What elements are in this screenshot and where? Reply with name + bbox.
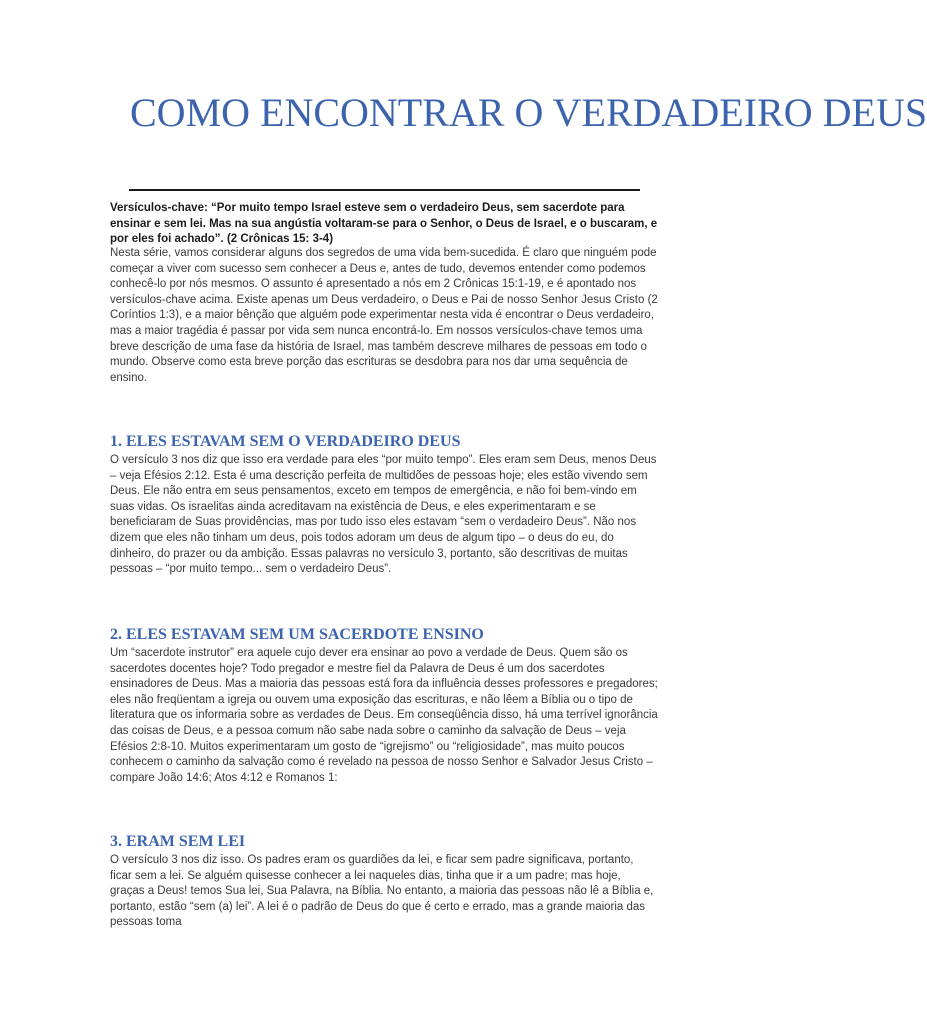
title-divider — [129, 189, 640, 191]
section-paragraph: Um “sacerdote instrutor” era aquele cujo dever era ensinar ao povo a verdade de Deus. Quem são os sacerdotes docentes hoje? Todo pregador e mestre fiel da Palavra de Deus é um dos sacerdotes ensinadores de Deus. Mas a maioria das pessoas está fora da influência desses professores e pregadores; eles não freqüentam a igreja ou ouvem uma exposição das escrituras, e não lêem a Bíblia ou o tipo de literatura que os informaria sobre as verdades de Deus. Em conseqüência disso, há uma terrível ignorância das coisas de Deus, e a pessoa comum não sabe nada sobre o caminho da salvação de Deus – veja Efésios 2:8-10. Muitos experimentaram um gosto de “igrejismo” ou “religiosidade”, mas muito poucos conhecem o caminho da salvação como é revelado na pessoa de nosso Senhor e Salvador Jesus Cristo – compare João 14:6; Atos 4:12 e Romanos 1: — [110, 647, 658, 784]
section-heading: 1. ELES ESTAVAM SEM O VERDADEIRO DEUS — [110, 433, 461, 450]
section-paragraph: O versículo 3 nos diz isso. Os padres eram os guardiões da lei, e ficar sem padre significava, portanto, ficar sem a lei. Se alguém quisesse conhecer a lei naqueles dias, tinha que ir a um padre; mas hoje, graças a Deus! temos Sua lei, Sua Palavra, na Bíblia. No entanto, a maioria das pessoas não lê a Bíblia e, portanto, estão “sem (a) lei”. A lei é o padrão de Deus do que é certo e errado, mas a grande maioria das pessoas toma — [110, 854, 654, 929]
section-heading: 2. ELES ESTAVAM SEM UM SACERDOTE ENSINO — [110, 626, 484, 643]
page-title: COMO ENCONTRAR O VERDADEIRO DEUS — [130, 90, 927, 135]
section-heading: 3. ERAM SEM LEI — [110, 833, 246, 850]
intro-paragraph: Nesta série, vamos considerar alguns dos segredos de uma vida bem-sucedida. É claro que ninguém pode começar a viver com sucesso sem conhecer a Deus e, antes de tudo, devemos entender como podemos conhecê-lo por nós mesmos. O assunto é apresentado a nós em 2 Crônicas 15:1-19, e é apontado nos versículos-chave acima. Existe apenas um Deus verdadeiro, o Deus e Pai de nosso Senhor Jesus Cristo (2 Coríntios 1:3), e a maior bênção que alguém pode experimentar nesta vida é encontrar o Deus verdadeiro, mas a maior tragédia é passar por vida sem nunca encontrá-lo. Em nossos versículos-chave temos uma breve descrição de uma fase da história de Israel, mas também descreve milhares de pessoas em todo o mundo. Observe como esta breve porção das escrituras se desdobra para nos dar uma sequência de ensino. — [110, 247, 658, 384]
key-verses: Versículos-chave: “Por muito tempo Israel esteve sem o verdadeiro Deus, sem sacerdote para ensinar e sem lei. Mas na sua angústia voltaram-se para o Senhor, o Deus de Israel, e o buscaram, e por eles foi achado”. (2 Crônicas 15: 3-4) — [110, 202, 658, 246]
section-paragraph: O versículo 3 nos diz que isso era verdade para eles “por muito tempo”. Eles eram sem Deus, menos Deus – veja Efésios 2:12. Esta é uma descrição perfeita de multidões de pessoas hoje; eles estão vivendo sem Deus. Ele não entra em seus pensamentos, exceto em tempos de emergência, e não foi bem-vindo em suas vidas. Os israelitas ainda acreditavam na existência de Deus, e eles experimentaram e se beneficiaram de Suas providências, mas por tudo isso eles estavam “sem o verdadeiro Deus”. Não nos dizem que eles não tinham um deus, pois todos adoram um deus de algum tipo – o deus do eu, do dinheiro, do prazer ou da ambição. Essas palavras no versículo 3, portanto, são descritivas de muitas pessoas – “por muito tempo... sem o verdadeiro Deus”. — [110, 454, 657, 576]
